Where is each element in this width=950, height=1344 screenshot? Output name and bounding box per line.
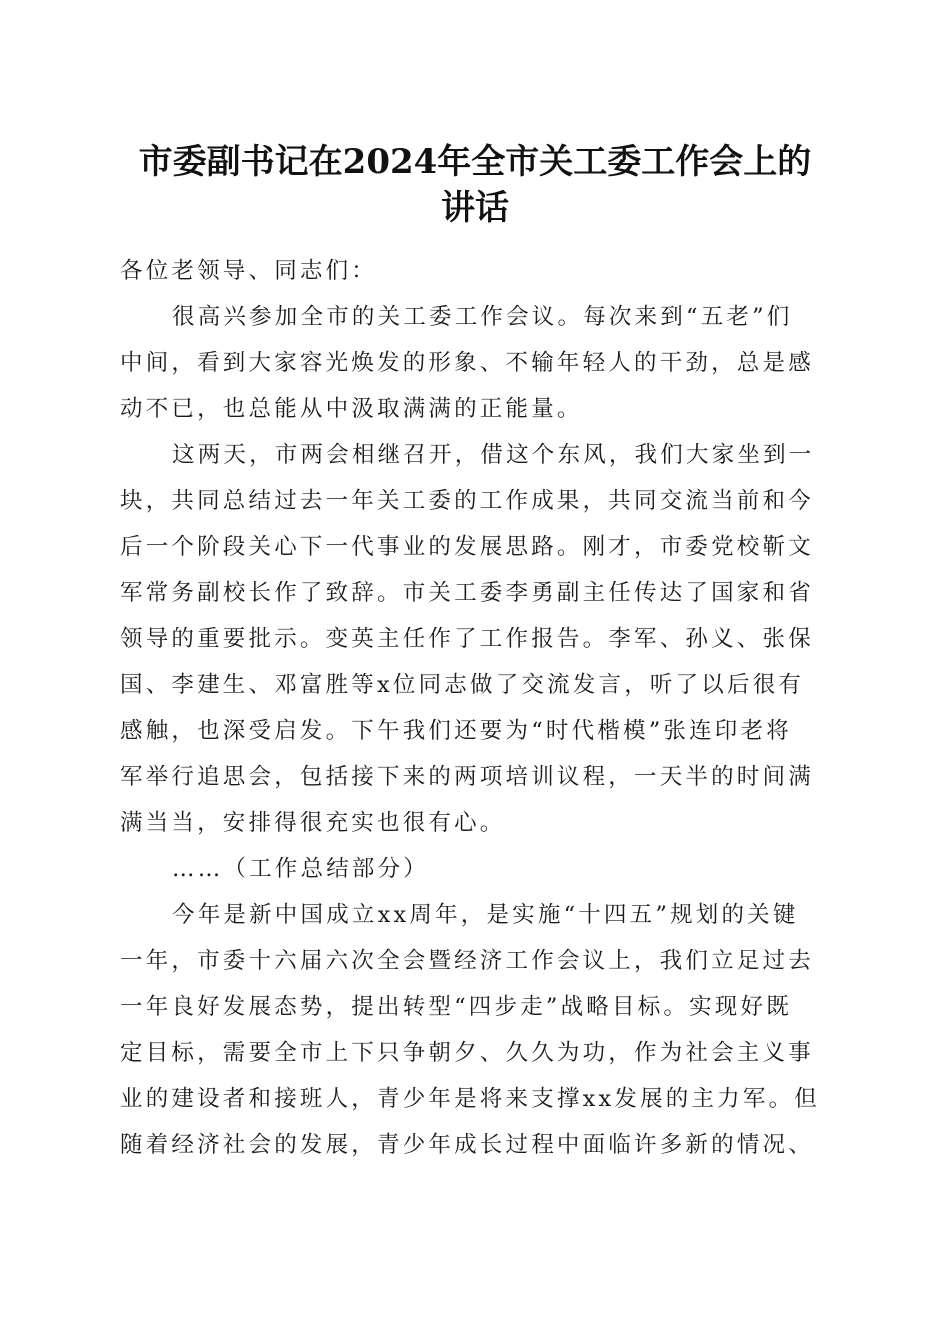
document-title: 市委副书记在2024年全市关工委工作会上的 (138, 142, 812, 182)
paragraph-line: 中间，看到大家容光焕发的形象、不输年轻人的干劲，总是感 (120, 350, 814, 376)
paragraph-line: 很高兴参加全市的关工委工作会议。每次来到“五老”们 (172, 304, 793, 330)
paragraph-line: 随着经济社会的发展，青少年成长过程中面临许多新的情况、 (120, 1132, 814, 1158)
paragraph-line: 满当当，安排得很充实也很有心。 (120, 810, 506, 836)
paragraph-line: 这两天，市两会相继召开，借这个东风，我们大家坐到一 (172, 442, 815, 468)
paragraph-line: 感触，也深受启发。下午我们还要为“时代楷模”张连印老将 (120, 718, 792, 744)
section-placeholder: ……（工作总结部分） (172, 856, 430, 882)
document-body (120, 248, 830, 1168)
paragraph-line: 今年是新中国成立xx周年，是实施“十四五”规划的关键 (172, 902, 799, 928)
salutation: 各位老领导、同志们： (120, 258, 378, 284)
paragraph-line: 一年良好发展态势，提出转型“四步走”战略目标。实现好既 (120, 994, 792, 1020)
paragraph-line: 业的建设者和接班人，青少年是将来支撑xx发展的主力军。但 (120, 1086, 820, 1112)
paragraph-line: 领导的重要批示。变英主任作了工作报告。李军、孙义、张保 (120, 626, 814, 652)
document-title-continued: 讲话 (441, 188, 509, 228)
paragraph-line: 军举行追思会，包括接下来的两项培训议程，一天半的时间满 (120, 764, 814, 790)
paragraph-line: 定目标，需要全市上下只争朝夕、久久为功，作为社会主义事 (120, 1040, 814, 1066)
paragraph-line: 军常务副校长作了致辞。市关工委李勇副主任传达了国家和省 (120, 580, 814, 606)
paragraph-line: 国、李建生、邓富胜等x位同志做了交流发言，听了以后很有 (120, 672, 805, 698)
paragraph-line: 后一个阶段关心下一代事业的发展思路。刚才，市委党校靳文 (120, 534, 814, 560)
paragraph-line: 动不已，也总能从中汲取满满的正能量。 (120, 396, 583, 422)
paragraph-line: 一年，市委十六届六次全会暨经济工作会议上，我们立足过去 (120, 948, 814, 974)
paragraph-line: 块，共同总结过去一年关工委的工作成果，共同交流当前和今 (120, 488, 814, 514)
